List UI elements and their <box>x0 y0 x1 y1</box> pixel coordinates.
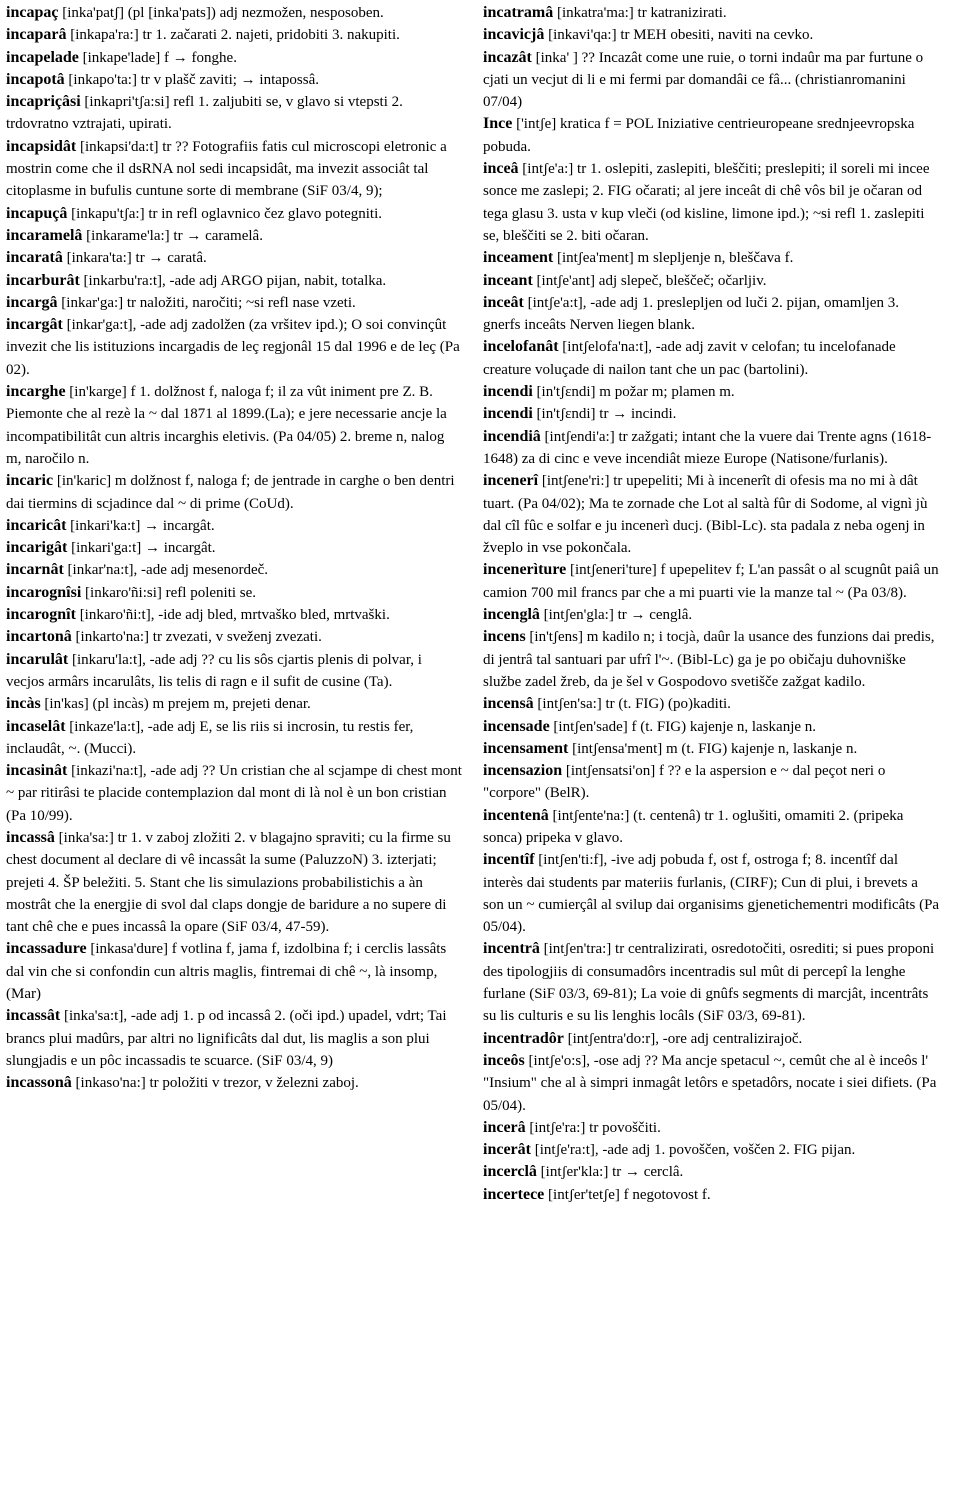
right-column <box>483 2 940 1491</box>
entry-definition: [inkavi'qa:] tr MEH obesiti, naviti na cevko. <box>548 27 814 44</box>
dictionary-entry <box>6 537 463 559</box>
entry-definition: [inkatra'ma:] tr katranizirati. <box>556 5 727 21</box>
dictionary-entry <box>6 136 463 203</box>
entry-headword: incarulât <box>6 650 69 668</box>
entry-headword: incensament <box>483 739 569 757</box>
entry-headword: incentrâ <box>483 940 540 958</box>
entry-definition: [inkazi'na:t], -ade adj ?? Un cristian che al scjampe di chest mont ~ par ritirâsi te placide contemplazion dal mont di là nol è un bon cristian (Pa 10/99). <box>6 763 462 824</box>
entry-headword: incenerìture <box>483 561 567 579</box>
entry-definition: [in'karic] m dolžnost f, naloga f; de jentrade in carghe o ben dentri dai tiermins di scjadince dal ~ di prime (CoUd). <box>6 473 455 512</box>
entry-definition: [inka'sa:] tr 1. v zaboj zložiti 2. v blagajno spraviti; cu la firme su chest document al declare di vê incassât la sume (PaluzzoN) 3. izterjati; prejeti 4. ŠP beležiti. 5. Stant che lis simulazions probabilistichis a àn mostrât che la energjie di svol dal claps dongje de baridure a no supere di tant chê che e pues incassâ la opare (SiF 03/4, 47-59). <box>6 829 451 936</box>
dictionary-entry <box>6 559 463 581</box>
dictionary-entry <box>6 1072 463 1094</box>
entry-headword: incapsidât <box>6 137 77 155</box>
dictionary-entry <box>483 381 940 403</box>
entry-headword: incàs <box>6 695 41 713</box>
dictionary-entry <box>6 938 463 1005</box>
entry-definition: [inkari'ka:t] → incargât. <box>70 517 215 534</box>
entry-headword: incarognît <box>6 606 76 624</box>
dictionary-entry <box>483 760 940 805</box>
entry-definition: [inkar'na:t], -ade adj mesenordeč. <box>67 562 269 579</box>
dictionary-entry <box>6 47 463 69</box>
entry-headword: incelofanât <box>483 338 559 356</box>
dictionary-entry <box>6 693 463 715</box>
entry-definition: [intʃen'sade] f (t. FIG) kajenje n, laskanje n. <box>553 718 817 735</box>
entry-definition: [inkarame'la:] tr → caramelâ. <box>86 227 263 244</box>
left-column <box>6 2 463 1491</box>
dictionary-entry <box>483 1050 940 1117</box>
entry-headword: incaricât <box>6 516 67 534</box>
entry-headword: incaratâ <box>6 249 63 267</box>
dictionary-entry <box>483 1184 940 1206</box>
dictionary-entry <box>483 738 940 760</box>
dictionary-entry <box>483 604 940 626</box>
entry-headword: incassonâ <box>6 1074 72 1092</box>
entry-definition: [inkar'ga:t], -ade adj zadolžen (za vršitev ipd.); O soi convinçût invezit che lis istituzions incargadis de leç regjonâl 15 dal 1996 e de leç (Pa 02). <box>6 317 460 378</box>
dictionary-entry <box>483 247 940 269</box>
entry-headword: incenglâ <box>483 606 540 624</box>
entry-headword: incarnât <box>6 561 64 579</box>
entry-definition: [intʃendi'a:] tr zažgati; intant che la vuere dai Trente agns (1618-1648) za di cinc e veve incendiât mieze Europe (Natisone/furlanis). <box>483 428 932 467</box>
entry-definition: [intʃe'ra:t], -ade adj 1. povoščen, voščen 2. FIG pijan. <box>534 1142 856 1159</box>
entry-headword: incarigât <box>6 539 68 557</box>
entry-definition: [intʃer'tetʃe] f negotovost f. <box>548 1186 711 1203</box>
entry-headword: Ince <box>483 115 513 133</box>
entry-headword: inceôs <box>483 1051 525 1069</box>
entry-definition: [intʃen'tra:] tr centralizirati, osredotočiti, osrediti; si pues proponi des tipologjiis di consumadôrs incentradis sul mût di percepî la lenghe furlane (SiF 03/3, 69-81); La voie di gnûfs segments di marcjât, incentrâts su lis culturis e su lis lenghis locâls (SiF 03/3, 69-81). <box>483 941 935 1025</box>
entry-definition: [intʃente'na:] (t. centenâ) tr 1. oglušiti, omamiti 2. (pripeka sonca) pripeka v glavo. <box>483 807 904 846</box>
entry-definition: [inka'patʃ] (pl [inka'pats]) adj nezmožen, nesposoben. <box>62 5 384 21</box>
entry-definition: [intʃentra'do:r], -ore adj centralizirajoč. <box>567 1030 803 1047</box>
entry-definition: [intʃensa'ment] m (t. FIG) kajenje n, laskanje n. <box>572 740 858 757</box>
entry-headword: incatramâ <box>483 4 554 21</box>
entry-headword: incaric <box>6 472 54 490</box>
dictionary-entry <box>6 760 463 827</box>
entry-definition: [intʃea'ment] m slepljenje n, bleščava f. <box>556 250 794 267</box>
entry-definition: [inkasa'dure] f votlina f, jama f, izdolbina f; i cerclis lassâts dal vin che si confondin cun altris maglis, fintremai di chê ~, là insomp, (Mar) <box>6 941 447 1003</box>
entry-definition: [inkaro'ñi:si] refl poleniti se. <box>85 584 257 601</box>
entry-definition: [inkaso'na:] tr položiti v trezor, v železni zaboj. <box>75 1075 359 1092</box>
dictionary-entry <box>483 292 940 337</box>
dictionary-entry <box>483 426 940 471</box>
dictionary-entry <box>483 716 940 738</box>
entry-definition: [intʃene'ri:] tr upepeliti; Mi à incenerît di ofesis ma no mi à dât tuart. (Pa 04/02); Ma te zornade che Lot al saltà fûr di Sodome, al vignì jù dal cîl fûc e solfar e ju incenerì ducj. (Bibl-Lc). sta padala z neba ogenj in žveplo in vse pokončala. <box>483 473 928 557</box>
dictionary-entry <box>483 24 940 46</box>
dictionary-entry <box>483 2 940 24</box>
entry-definition: [in'tʃɛndi] m požar m; plamen m. <box>536 384 735 401</box>
entry-definition: [inkaro'ñi:t], -ide adj bled, mrtvaško bled, mrtvaški. <box>79 607 390 624</box>
dictionary-entry <box>483 336 940 381</box>
dictionary-entry <box>6 69 463 91</box>
entry-headword: incensâ <box>483 695 534 713</box>
dictionary-entry <box>6 470 463 515</box>
entry-definition: [intʃensatsi'on] f ?? e la aspersion e ~ dal peçot neri o "corpore" (BelR). <box>483 763 886 802</box>
dictionary-entry <box>6 91 463 136</box>
dictionary-entry <box>483 158 940 247</box>
entry-headword: incertece <box>483 1185 545 1203</box>
dictionary-entry <box>483 270 940 292</box>
entry-definition: [inka'sa:t], -ade adj 1. p od incassâ 2. (oči ipd.) upadel, vdrt; Tai brancs plui madûrs, par altri no lignificâts dal dut, lis maglis a son plui slungjadis e un pôc incassadis te scuarce. (SiF 03/4, 9) <box>6 1008 447 1069</box>
entry-definition: [inkari'ga:t] → incargât. <box>71 540 216 557</box>
entry-definition: [intʃe'o:s], -ose adj ?? Ma ancje spetacul ~, cemût che al è inceôs l' "Insium" che al à simpri inmagât letôrs e spetadôrs, nocate i siei difiets. (Pa 05/04). <box>483 1052 937 1114</box>
entry-headword: inceant <box>483 271 533 289</box>
entry-headword: incargât <box>6 316 63 334</box>
entry-definition: [intʃer'kla:] tr → cerclâ. <box>540 1164 684 1181</box>
entry-headword: incapuçâ <box>6 204 68 222</box>
entry-headword: incens <box>483 628 526 646</box>
dictionary-entry <box>6 270 463 292</box>
entry-definition: [intʃen'gla:] tr → cenglâ. <box>543 607 693 624</box>
entry-headword: incapaç <box>6 4 59 21</box>
entry-headword: incapelade <box>6 48 79 66</box>
dictionary-entry <box>6 515 463 537</box>
entry-definition: [intʃe'ra:] tr povoščiti. <box>529 1119 661 1136</box>
dictionary-entry <box>483 693 940 715</box>
entry-definition: [inkar'ga:] tr naložiti, naročiti; ~si refl nase vzeti. <box>61 294 356 311</box>
entry-headword: inceament <box>483 249 554 267</box>
entry-headword: incazât <box>483 48 532 66</box>
dictionary-entry <box>6 292 463 314</box>
entry-definition: [intʃelofa'na:t], -ade adj zavit v celofan; tu incelofanade creature voluçade di nailon tant che un pac (bartolini). <box>483 339 896 378</box>
dictionary-entry <box>483 1161 940 1183</box>
entry-definition: [intʃe'a:t], -ade adj 1. presleplјen od luči 2. pijan, omamljen 3. gnerfs inceâts Nerven liegen blank. <box>483 294 899 334</box>
dictionary-entry <box>483 849 940 938</box>
dictionary-entry <box>6 314 463 381</box>
dictionary-entry <box>483 938 940 1027</box>
dictionary-entry <box>483 559 940 604</box>
dictionary-entry <box>6 626 463 648</box>
entry-headword: incarognîsi <box>6 583 82 601</box>
entry-definition: [in'kas] (pl incàs) m prejem m, prejeti denar. <box>44 696 311 713</box>
entry-definition: [inkapa'ra:] tr 1. začarati 2. najeti, pridobiti 3. nakupiti. <box>70 27 400 44</box>
dictionary-entry <box>483 1139 940 1161</box>
entry-headword: incargâ <box>6 293 58 311</box>
entry-definition: [intʃeneri'ture] f upepelitev f; L'an passât o al scugnût paiâ un camion 700 mil francs par che a mi puarti vie la manze tal ~ (Pa 03/8). <box>483 562 939 601</box>
dictionary-entry <box>6 649 463 694</box>
entry-definition: [in'tʃɛndi] tr → incindi. <box>536 406 677 423</box>
entry-headword: incentenâ <box>483 806 549 824</box>
entry-headword: incarghe <box>6 383 66 401</box>
dictionary-entry <box>483 470 940 559</box>
entry-definition: [inkapu'tʃa:] tr in refl oglavnico čez glavo potegniti. <box>71 205 383 222</box>
dictionary-entry <box>483 1117 940 1139</box>
entry-definition: ['intʃe] kratica f = POL Iniziative centrieuropeane srednjeevropska pobuda. <box>483 116 915 155</box>
entry-headword: incassâ <box>6 828 55 846</box>
entry-headword: incarburât <box>6 271 80 289</box>
entry-headword: incassadure <box>6 940 87 958</box>
dictionary-entry <box>6 582 463 604</box>
entry-headword: incerâ <box>483 1118 526 1136</box>
entry-headword: incendiâ <box>483 427 541 445</box>
entry-definition: [inkara'ta:] tr → caratâ. <box>66 250 207 267</box>
entry-definition: [intʃen'ti:f], -ive adj pobuda f, ost f, ostroga f; 8. incentîf dal interès dai students par materiis furlanis, (CIRF); Cun di plui, i brevets a son un ~ cumierçâl al svilup dai organisims gjenetichementri modificâts (Pa 05/04). <box>483 852 940 936</box>
entry-headword: incaramelâ <box>6 226 83 244</box>
entry-headword: incerât <box>483 1141 531 1159</box>
entry-headword: inceâ <box>483 160 519 178</box>
entry-definition: [in'tʃens] m kadilo n; i tocjà, daûr la usance des funzions dai predis, di jentrâ tal santuari par ufrî l'~. (Bibl-Lc) ga je po običaju duhovniške službe zadel žreb, da je šel v Gospodovo svetišče zažgat kadilo. <box>483 629 935 690</box>
entry-definition: [intʃe'a:] tr 1. oslepiti, zaslepiti, bleščiti; preslepiti; il soreli mi incee sonce me zaslepi; 2. FIG očarati; al jere inceât di chê vôs bil je očaran od tega glasu 3. usta v kup vleči (od kisline, limone ipd.); ~si refl 1. zaslepiti se, bleščiti se 2. biti očaran. <box>483 161 930 244</box>
entry-definition: [inkaze'la:t], -ade adj E, se lis riis si incrosin, tu restis fer, inclaudât, ~. (Mucci). <box>6 718 414 757</box>
entry-definition: [intʃen'sa:] tr (t. FIG) (po)kaditi. <box>537 696 731 713</box>
entry-definition: [inkaru'la:t], -ade adj ?? cu lis sôs cjartis plenis di polvar, i vecjos armârs incarulâts, lis telis di ragn e il sufit de cusine (Ta). <box>6 651 422 690</box>
dictionary-entry <box>483 113 940 158</box>
entry-headword: incavicjâ <box>483 26 545 44</box>
entry-definition: [inkarto'na:] tr zvezati, v sveženj zvezati. <box>75 629 322 646</box>
dictionary-entry <box>6 203 463 225</box>
entry-headword: incartonâ <box>6 628 72 646</box>
entry-definition: [intʃe'ant] adj slepeč, bleščeč; očarljiv. <box>536 272 767 289</box>
entry-definition: [inkarbu'ra:t], -ade adj ARGO pijan, nabit, totalka. <box>83 272 387 289</box>
dictionary-entry <box>6 1005 463 1072</box>
entry-headword: incassât <box>6 1007 61 1025</box>
entry-headword: incensazion <box>483 762 563 780</box>
dictionary-entry <box>483 1028 940 1050</box>
entry-definition: [inka' ] ?? Incazât come une ruie, o torni indaûr ma par furtune o cjati un vecjut di li e mi fermi par domandâi ce fâ... (christianromanini 07/04) <box>483 49 924 111</box>
entry-headword: incenerî <box>483 472 539 490</box>
dictionary-entry <box>483 403 940 425</box>
entry-headword: incaparâ <box>6 26 67 44</box>
entry-definition: [inkapo'ta:] tr v plašč zaviti; → intapossâ. <box>68 71 319 88</box>
entry-headword: incendi <box>483 383 533 401</box>
entry-headword: incensade <box>483 717 550 735</box>
dictionary-entry <box>483 805 940 850</box>
entry-headword: incasinât <box>6 762 68 780</box>
dictionary-entry <box>6 604 463 626</box>
entry-definition: [inkape'lade] f → fonghe. <box>82 49 237 66</box>
entry-headword: incerclâ <box>483 1163 537 1181</box>
entry-headword: incapotâ <box>6 70 65 88</box>
dictionary-entry <box>6 827 463 938</box>
entry-headword: incentradôr <box>483 1029 564 1047</box>
entry-headword: incapriçâsi <box>6 93 81 111</box>
entry-headword: incaselât <box>6 717 66 735</box>
entry-definition: [inkapsi'da:t] tr ?? Fotografiis fatis cul microscopi eletronic a mostrin come che il dsRNA nol sedi incapsidât, ma invezit associât tal citoplasme in bufulis cuntune sorte di membrane (SiF 03/4, 9); <box>6 138 447 200</box>
dictionary-entry <box>6 716 463 761</box>
dictionary-entry <box>6 24 463 46</box>
dictionary-entry <box>483 626 940 693</box>
dictionary-entry <box>6 247 463 269</box>
entry-definition: [in'karge] f 1. dolžnost f, naloga f; il za vût iniment pre Z. B. Piemonte che al rezè la ~ dal 1871 al 1899.(La); e jere necessarie ancje la incompatibilitât cun altris incarghis eletivis. (Pa 04/05) 2. breme n, nalog m, naročilo n. <box>6 384 447 467</box>
dictionary-entry <box>6 225 463 247</box>
dictionary-entry <box>483 47 940 114</box>
entry-headword: inceât <box>483 293 524 311</box>
entry-headword: incendi <box>483 405 533 423</box>
dictionary-entry <box>6 2 463 24</box>
entry-headword: incentîf <box>483 851 535 869</box>
dictionary-entry <box>6 381 463 470</box>
entry-definition: [inkapri'tʃa:si] refl 1. zaljubiti se, v glavo si vtepsti 2. trdovratno vztrajati, upirati. <box>6 94 403 133</box>
